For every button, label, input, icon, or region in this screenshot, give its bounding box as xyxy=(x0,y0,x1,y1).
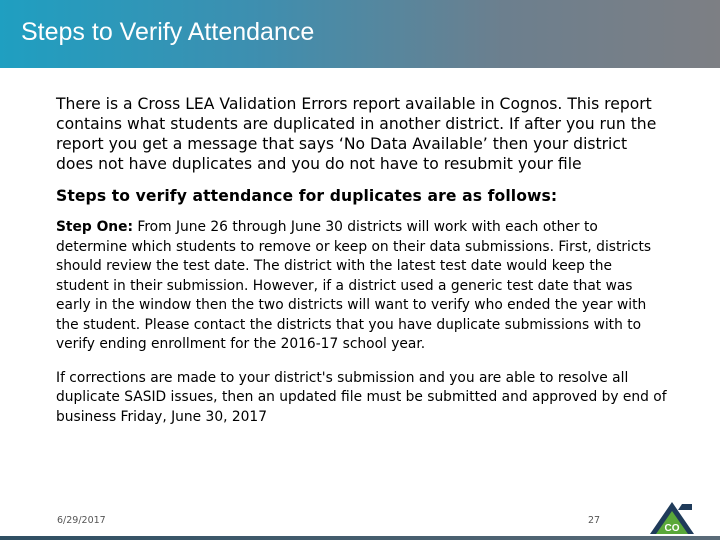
logo-text: CO xyxy=(664,523,680,534)
steps-heading: Steps to verify attendance for duplicates are as follows: xyxy=(56,187,558,205)
step-one-text: From June 26 through June 30 districts will work with each other to determine which students to remove or keep on their data submissions. First, districts should review the test date. The district with the latest test date would keep the student in their submission. However, if a district used a generic test date that was early in the window then the two districts will want to verify who ended the year with the student. Please contact the districts that you have duplicate submissions with to verify ending enrollment for the 2016-17 school year. xyxy=(56,219,652,352)
intro-paragraph: There is a Cross LEA Validation Errors report available in Cognos. This report contains what students are duplicated in another district. If after you run the report you get a message that says ‘No Data Available’ then your district does not have duplicates and you do not have to resubmit your file xyxy=(56,95,657,173)
slide-title: Steps to Verify Attendance xyxy=(21,18,315,46)
bottom-bar xyxy=(0,536,720,540)
page-number: 27 xyxy=(588,515,601,526)
slide-content xyxy=(56,94,668,427)
colorado-cde-logo-icon xyxy=(648,500,696,536)
footer-date: 6/29/2017 xyxy=(57,515,106,526)
closing-paragraph: If corrections are made to your district's submission and you are able to resolve all duplicate SASID issues, then an updated file must be submitted and approved by end of business Friday, June 30, 2017 xyxy=(56,369,667,425)
step-one-paragraph xyxy=(56,218,668,355)
title-bar xyxy=(0,0,720,68)
step-one-label: Step One: xyxy=(56,219,133,235)
